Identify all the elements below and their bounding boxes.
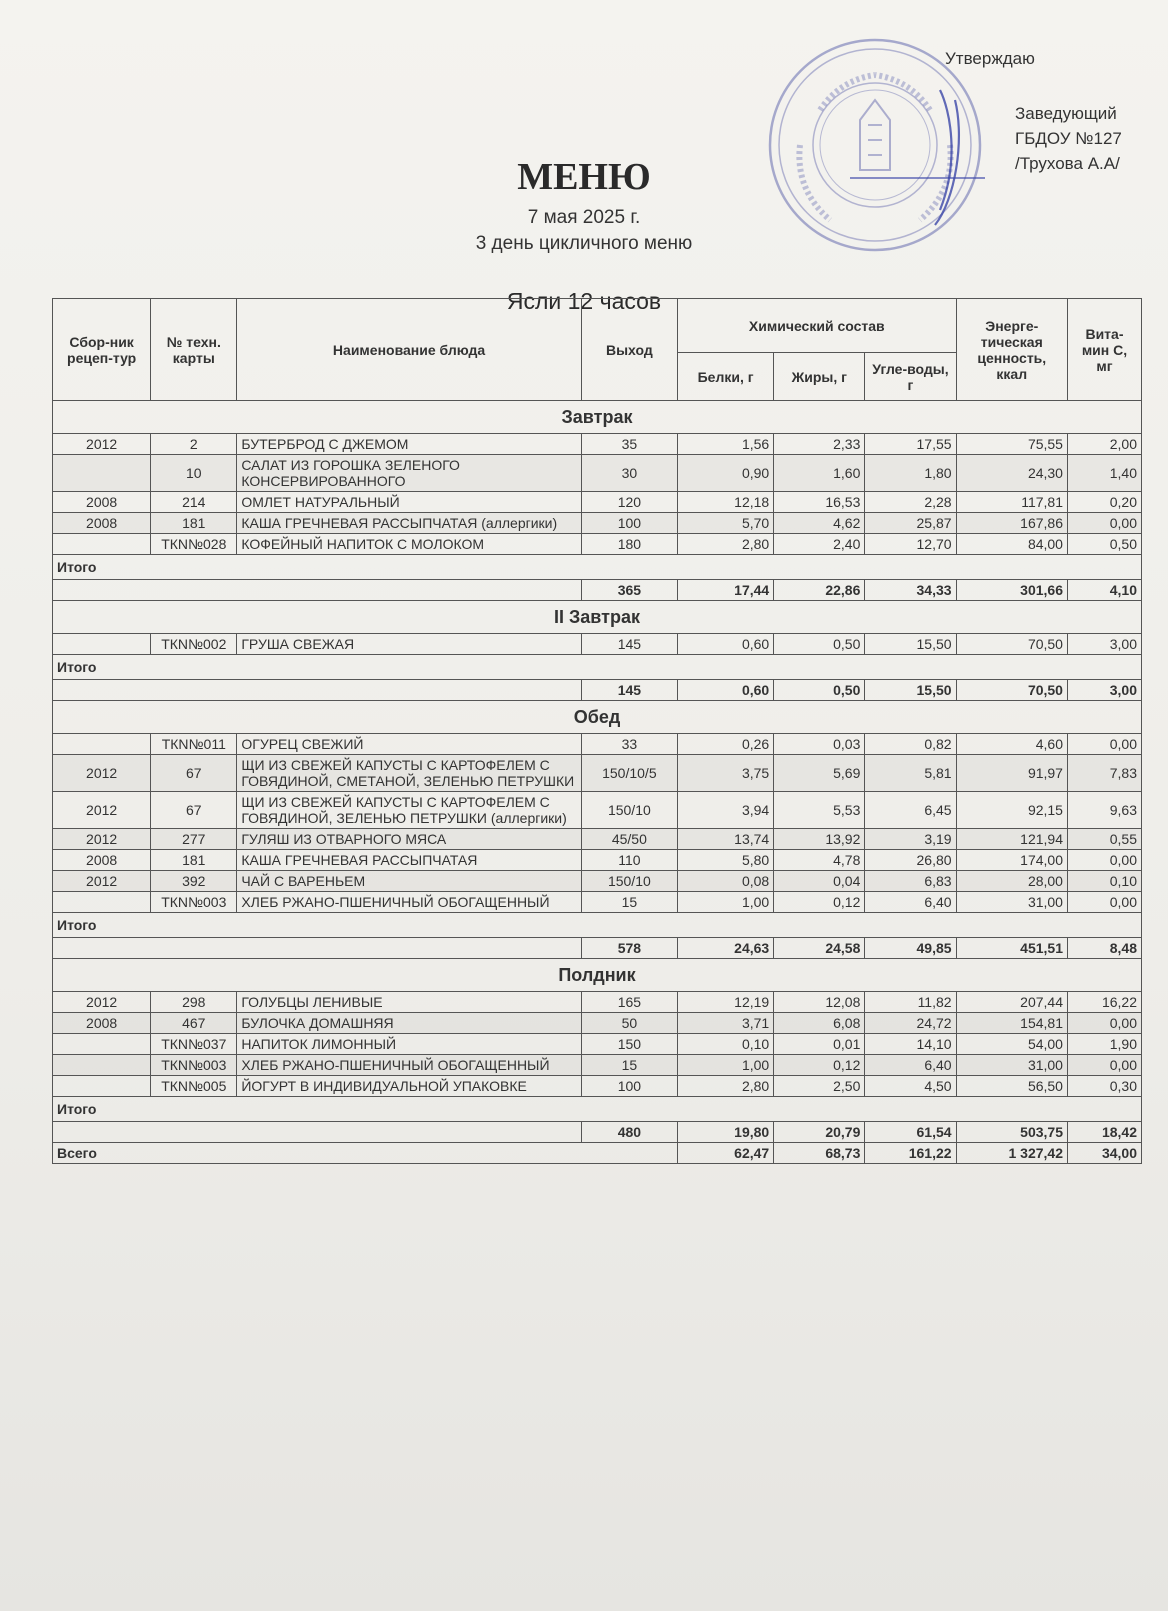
protein-cell: 0,26 <box>677 734 773 755</box>
approval-name: /Трухова А.А/ <box>1015 154 1120 173</box>
output-cell: 50 <box>581 1013 677 1034</box>
fat-cell: 2,50 <box>774 1076 865 1097</box>
col-vitc-header: Вита-мин С, мг <box>1067 299 1141 401</box>
carbs-cell: 11,82 <box>865 992 956 1013</box>
protein-cell: 3,71 <box>677 1013 773 1034</box>
approval-org: ГБДОУ №127 <box>1015 129 1122 148</box>
energy-cell: 75,55 <box>956 434 1067 455</box>
protein-cell: 1,56 <box>677 434 773 455</box>
fat-cell: 5,53 <box>774 792 865 829</box>
energy-cell: 117,81 <box>956 492 1067 513</box>
protein-cell: 5,80 <box>677 850 773 871</box>
carbs-cell: 6,40 <box>865 1055 956 1076</box>
subtotal-spacer <box>53 1122 582 1143</box>
subtotal-label-row <box>53 555 1142 580</box>
subtotal-fat: 24,58 <box>774 938 865 959</box>
collection-cell <box>53 892 151 913</box>
fat-cell: 2,33 <box>774 434 865 455</box>
vitamin-c-cell: 0,00 <box>1067 1013 1141 1034</box>
section-title: Полдник <box>53 959 1142 992</box>
section-header-row <box>53 959 1142 992</box>
subtotal-fat: 0,50 <box>774 680 865 701</box>
output-cell: 100 <box>581 513 677 534</box>
vitamin-c-cell: 0,10 <box>1067 871 1141 892</box>
dish-name-cell: БУЛОЧКА ДОМАШНЯЯ <box>237 1013 581 1034</box>
output-cell: 30 <box>581 455 677 492</box>
carbs-cell: 15,50 <box>865 634 956 655</box>
vitamin-c-cell: 0,00 <box>1067 892 1141 913</box>
section-title: Завтрак <box>53 401 1142 434</box>
subtotal-label: Итого <box>53 555 1142 580</box>
dish-row <box>53 1076 1142 1097</box>
output-cell: 150/10/5 <box>581 755 677 792</box>
carbs-cell: 12,70 <box>865 534 956 555</box>
subtotal-row <box>53 680 1142 701</box>
dish-row <box>53 513 1142 534</box>
dish-name-cell: ЩИ ИЗ СВЕЖЕЙ КАПУСТЫ С КАРТОФЕЛЕМ С ГОВЯДИНОЙ, СМЕТАНОЙ, ЗЕЛЕНЬЮ ПЕТРУШКИ <box>237 755 581 792</box>
carbs-cell: 0,82 <box>865 734 956 755</box>
fat-cell: 4,78 <box>774 850 865 871</box>
dish-row <box>53 534 1142 555</box>
protein-cell: 0,60 <box>677 634 773 655</box>
dish-row <box>53 1055 1142 1076</box>
collection-cell <box>53 734 151 755</box>
dish-row <box>53 792 1142 829</box>
vitamin-c-cell: 9,63 <box>1067 792 1141 829</box>
dish-row <box>53 434 1142 455</box>
output-cell: 145 <box>581 634 677 655</box>
subtotal-spacer <box>53 680 582 701</box>
page-title: МЕНЮ <box>517 156 651 198</box>
energy-cell: 54,00 <box>956 1034 1067 1055</box>
fat-cell: 2,40 <box>774 534 865 555</box>
tech-card-cell: 392 <box>151 871 237 892</box>
protein-cell: 0,90 <box>677 455 773 492</box>
subtotal-vitamin-c: 8,48 <box>1067 938 1141 959</box>
fat-cell: 0,01 <box>774 1034 865 1055</box>
energy-cell: 31,00 <box>956 1055 1067 1076</box>
section-header-row <box>53 601 1142 634</box>
subtotal-fat: 22,86 <box>774 580 865 601</box>
output-cell: 150 <box>581 1034 677 1055</box>
subtotal-output: 578 <box>581 938 677 959</box>
subtotal-output: 480 <box>581 1122 677 1143</box>
grand-total-carbs: 161,22 <box>865 1143 956 1164</box>
tech-card-cell: 277 <box>151 829 237 850</box>
protein-cell: 3,75 <box>677 755 773 792</box>
allergy-note: (аллергики) <box>490 810 567 826</box>
energy-cell: 31,00 <box>956 892 1067 913</box>
col-energy-header: Энерге-тическая ценность, ккал <box>956 299 1067 401</box>
grand-total-vitamin-c: 34,00 <box>1067 1143 1141 1164</box>
tech-card-cell: ТКN№002 <box>151 634 237 655</box>
tech-card-cell: 10 <box>151 455 237 492</box>
grand-total-energy: 1 327,42 <box>956 1143 1067 1164</box>
col-protein-header: Белки, г <box>677 353 773 401</box>
fat-cell: 6,08 <box>774 1013 865 1034</box>
tech-card-cell: ТКN№003 <box>151 892 237 913</box>
carbs-cell: 17,55 <box>865 434 956 455</box>
subtotal-vitamin-c: 18,42 <box>1067 1122 1141 1143</box>
subtotal-protein: 19,80 <box>677 1122 773 1143</box>
output-cell: 100 <box>581 1076 677 1097</box>
carbs-cell: 3,19 <box>865 829 956 850</box>
subtotal-vitamin-c: 3,00 <box>1067 680 1141 701</box>
subtotal-energy: 301,66 <box>956 580 1067 601</box>
dish-name-cell: ГУЛЯШ ИЗ ОТВАРНОГО МЯСА <box>237 829 581 850</box>
dish-name-cell: БУТЕРБРОД С ДЖЕМОМ <box>237 434 581 455</box>
fat-cell: 0,12 <box>774 1055 865 1076</box>
protein-cell: 1,00 <box>677 892 773 913</box>
carbs-cell: 6,45 <box>865 792 956 829</box>
carbs-cell: 26,80 <box>865 850 956 871</box>
dish-row <box>53 634 1142 655</box>
tech-card-cell: 181 <box>151 850 237 871</box>
vitamin-c-cell: 1,40 <box>1067 455 1141 492</box>
col-card-header: № техн. карты <box>151 299 237 401</box>
collection-cell: 2012 <box>53 434 151 455</box>
fat-cell: 0,04 <box>774 871 865 892</box>
vitamin-c-cell: 0,00 <box>1067 734 1141 755</box>
subtotal-row <box>53 938 1142 959</box>
tech-card-cell: 67 <box>151 755 237 792</box>
allergy-note: (аллергики) <box>481 515 558 531</box>
tech-card-cell: 298 <box>151 992 237 1013</box>
carbs-cell: 5,81 <box>865 755 956 792</box>
protein-cell: 1,00 <box>677 1055 773 1076</box>
protein-cell: 12,19 <box>677 992 773 1013</box>
output-cell: 45/50 <box>581 829 677 850</box>
output-cell: 150/10 <box>581 792 677 829</box>
output-cell: 110 <box>581 850 677 871</box>
col-carbs-header: Угле-воды, г <box>865 353 956 401</box>
energy-cell: 84,00 <box>956 534 1067 555</box>
subtotal-label-row <box>53 913 1142 938</box>
age-group-title: Ясли 12 часов <box>506 288 662 314</box>
col-chem-header: Химический состав <box>677 299 956 353</box>
collection-cell: 2008 <box>53 850 151 871</box>
dish-name-cell: ГРУША СВЕЖАЯ <box>237 634 581 655</box>
tech-card-cell: ТКN№005 <box>151 1076 237 1097</box>
subtotal-carbs: 49,85 <box>865 938 956 959</box>
tech-card-cell: ТКN№003 <box>151 1055 237 1076</box>
carbs-cell: 25,87 <box>865 513 956 534</box>
collection-cell: 2012 <box>53 829 151 850</box>
vitamin-c-cell: 0,00 <box>1067 1055 1141 1076</box>
collection-cell: 2008 <box>53 513 151 534</box>
subtotal-label: Итого <box>53 913 1142 938</box>
protein-cell: 13,74 <box>677 829 773 850</box>
section-title: II Завтрак <box>53 601 1142 634</box>
energy-cell: 56,50 <box>956 1076 1067 1097</box>
vitamin-c-cell: 0,55 <box>1067 829 1141 850</box>
subtotal-energy: 503,75 <box>956 1122 1067 1143</box>
protein-cell: 3,94 <box>677 792 773 829</box>
dish-name-cell: ХЛЕБ РЖАНО-ПШЕНИЧНЫЙ ОБОГАЩЕННЫЙ <box>237 1055 581 1076</box>
subtotal-fat: 20,79 <box>774 1122 865 1143</box>
dish-name-cell: КАША ГРЕЧНЕВАЯ РАССЫПЧАТАЯ <box>237 850 581 871</box>
energy-cell: 174,00 <box>956 850 1067 871</box>
dish-name-cell: ГОЛУБЦЫ ЛЕНИВЫЕ <box>237 992 581 1013</box>
subtotal-output: 145 <box>581 680 677 701</box>
dish-row <box>53 455 1142 492</box>
energy-cell: 121,94 <box>956 829 1067 850</box>
dish-name-cell: КАША ГРЕЧНЕВАЯ РАССЫПЧАТАЯ (аллергики) <box>237 513 581 534</box>
vitamin-c-cell: 7,83 <box>1067 755 1141 792</box>
subtotal-protein: 0,60 <box>677 680 773 701</box>
grand-total-label: Всего <box>53 1143 678 1164</box>
energy-cell: 207,44 <box>956 992 1067 1013</box>
energy-cell: 4,60 <box>956 734 1067 755</box>
vitamin-c-cell: 1,90 <box>1067 1034 1141 1055</box>
output-cell: 15 <box>581 892 677 913</box>
subtotal-label: Итого <box>53 655 1142 680</box>
carbs-cell: 1,80 <box>865 455 956 492</box>
dish-row <box>53 850 1142 871</box>
dish-name-cell: САЛАТ ИЗ ГОРОШКА ЗЕЛЕНОГО КОНСЕРВИРОВАННОГО <box>237 455 581 492</box>
energy-cell: 91,97 <box>956 755 1067 792</box>
fat-cell: 5,69 <box>774 755 865 792</box>
vitamin-c-cell: 2,00 <box>1067 434 1141 455</box>
collection-cell <box>53 1034 151 1055</box>
approval-position: Заведующий <box>1015 104 1117 123</box>
vitamin-c-cell: 0,50 <box>1067 534 1141 555</box>
dish-name-cell: ХЛЕБ РЖАНО-ПШЕНИЧНЫЙ ОБОГАЩЕННЫЙ <box>237 892 581 913</box>
col-fat-header: Жиры, г <box>774 353 865 401</box>
protein-cell: 0,08 <box>677 871 773 892</box>
tech-card-cell: 181 <box>151 513 237 534</box>
output-cell: 35 <box>581 434 677 455</box>
carbs-cell: 24,72 <box>865 1013 956 1034</box>
subtotal-carbs: 61,54 <box>865 1122 956 1143</box>
protein-cell: 2,80 <box>677 534 773 555</box>
fat-cell: 4,62 <box>774 513 865 534</box>
collection-cell: 2012 <box>53 755 151 792</box>
grand-total-row <box>53 1143 1142 1164</box>
vitamin-c-cell: 3,00 <box>1067 634 1141 655</box>
collection-cell <box>53 455 151 492</box>
subtotal-carbs: 34,33 <box>865 580 956 601</box>
dish-name-cell: НАПИТОК ЛИМОННЫЙ <box>237 1034 581 1055</box>
fat-cell: 0,50 <box>774 634 865 655</box>
fat-cell: 1,60 <box>774 455 865 492</box>
subtotal-row <box>53 1122 1142 1143</box>
fat-cell: 13,92 <box>774 829 865 850</box>
energy-cell: 167,86 <box>956 513 1067 534</box>
dish-row <box>53 871 1142 892</box>
fat-cell: 16,53 <box>774 492 865 513</box>
dish-row <box>53 755 1142 792</box>
dish-row <box>53 992 1142 1013</box>
dish-row <box>53 492 1142 513</box>
collection-cell <box>53 534 151 555</box>
subtotal-protein: 24,63 <box>677 938 773 959</box>
carbs-cell: 6,40 <box>865 892 956 913</box>
subtotal-energy: 451,51 <box>956 938 1067 959</box>
subtotal-spacer <box>53 938 582 959</box>
tech-card-cell: ТКN№037 <box>151 1034 237 1055</box>
tech-card-cell: ТКN№028 <box>151 534 237 555</box>
tech-card-cell: 67 <box>151 792 237 829</box>
subtotal-vitamin-c: 4,10 <box>1067 580 1141 601</box>
energy-cell: 70,50 <box>956 634 1067 655</box>
collection-cell: 2008 <box>53 492 151 513</box>
carbs-cell: 6,83 <box>865 871 956 892</box>
output-cell: 165 <box>581 992 677 1013</box>
col-dish-header: Наименование блюда <box>237 299 581 401</box>
dish-row <box>53 734 1142 755</box>
menu-date: 7 мая 2025 г. <box>527 207 641 228</box>
collection-cell: 2008 <box>53 1013 151 1034</box>
vitamin-c-cell: 0,00 <box>1067 513 1141 534</box>
collection-cell <box>53 1076 151 1097</box>
carbs-cell: 14,10 <box>865 1034 956 1055</box>
subtotal-row <box>53 580 1142 601</box>
col-output-header: Выход <box>581 299 677 401</box>
tech-card-cell: 2 <box>151 434 237 455</box>
vitamin-c-cell: 0,00 <box>1067 850 1141 871</box>
output-cell: 180 <box>581 534 677 555</box>
protein-cell: 12,18 <box>677 492 773 513</box>
carbs-cell: 4,50 <box>865 1076 956 1097</box>
grand-total-protein: 62,47 <box>677 1143 773 1164</box>
subtotal-energy: 70,50 <box>956 680 1067 701</box>
subtotal-protein: 17,44 <box>677 580 773 601</box>
subtotal-carbs: 15,50 <box>865 680 956 701</box>
fat-cell: 0,12 <box>774 892 865 913</box>
tech-card-cell: ТКN№011 <box>151 734 237 755</box>
output-cell: 33 <box>581 734 677 755</box>
carbs-cell: 2,28 <box>865 492 956 513</box>
dish-row <box>53 1034 1142 1055</box>
vitamin-c-cell: 0,20 <box>1067 492 1141 513</box>
fat-cell: 0,03 <box>774 734 865 755</box>
energy-cell: 154,81 <box>956 1013 1067 1034</box>
dish-name-cell: ЧАЙ С ВАРЕНЬЕМ <box>237 871 581 892</box>
subtotal-output: 365 <box>581 580 677 601</box>
collection-cell <box>53 634 151 655</box>
section-header-row <box>53 401 1142 434</box>
dish-name-cell: ЙОГУРТ В ИНДИВИДУАЛЬНОЙ УПАКОВКЕ <box>237 1076 581 1097</box>
col-collection-header: Сбор-ник рецеп-тур <box>53 299 151 401</box>
menu-table <box>52 298 1142 1164</box>
collection-cell <box>53 1055 151 1076</box>
subtotal-label: Итого <box>53 1097 1142 1122</box>
vitamin-c-cell: 0,30 <box>1067 1076 1141 1097</box>
subtotal-spacer <box>53 580 582 601</box>
energy-cell: 24,30 <box>956 455 1067 492</box>
grand-total-fat: 68,73 <box>774 1143 865 1164</box>
collection-cell: 2012 <box>53 792 151 829</box>
fat-cell: 12,08 <box>774 992 865 1013</box>
protein-cell: 5,70 <box>677 513 773 534</box>
dish-name-cell: ОГУРЕЦ СВЕЖИЙ <box>237 734 581 755</box>
dish-row <box>53 1013 1142 1034</box>
energy-cell: 28,00 <box>956 871 1067 892</box>
collection-cell: 2012 <box>53 871 151 892</box>
protein-cell: 2,80 <box>677 1076 773 1097</box>
dish-row <box>53 892 1142 913</box>
collection-cell: 2012 <box>53 992 151 1013</box>
output-cell: 150/10 <box>581 871 677 892</box>
approval-title: Утверждаю <box>945 49 1035 68</box>
tech-card-cell: 467 <box>151 1013 237 1034</box>
dish-row <box>53 829 1142 850</box>
dish-name-cell: ЩИ ИЗ СВЕЖЕЙ КАПУСТЫ С КАРТОФЕЛЕМ С ГОВЯДИНОЙ, ЗЕЛЕНЬЮ ПЕТРУШКИ (аллергики) <box>237 792 581 829</box>
protein-cell: 0,10 <box>677 1034 773 1055</box>
vitamin-c-cell: 16,22 <box>1067 992 1141 1013</box>
energy-cell: 92,15 <box>956 792 1067 829</box>
dish-name-cell: ОМЛЕТ НАТУРАЛЬНЫЙ <box>237 492 581 513</box>
subtotal-label-row <box>53 1097 1142 1122</box>
section-title: Обед <box>53 701 1142 734</box>
subtotal-label-row <box>53 655 1142 680</box>
dish-name-cell: КОФЕЙНЫЙ НАПИТОК С МОЛОКОМ <box>237 534 581 555</box>
tech-card-cell: 214 <box>151 492 237 513</box>
section-header-row <box>53 701 1142 734</box>
output-cell: 120 <box>581 492 677 513</box>
output-cell: 15 <box>581 1055 677 1076</box>
menu-cycle-day: 3 день цикличного меню <box>475 233 693 254</box>
